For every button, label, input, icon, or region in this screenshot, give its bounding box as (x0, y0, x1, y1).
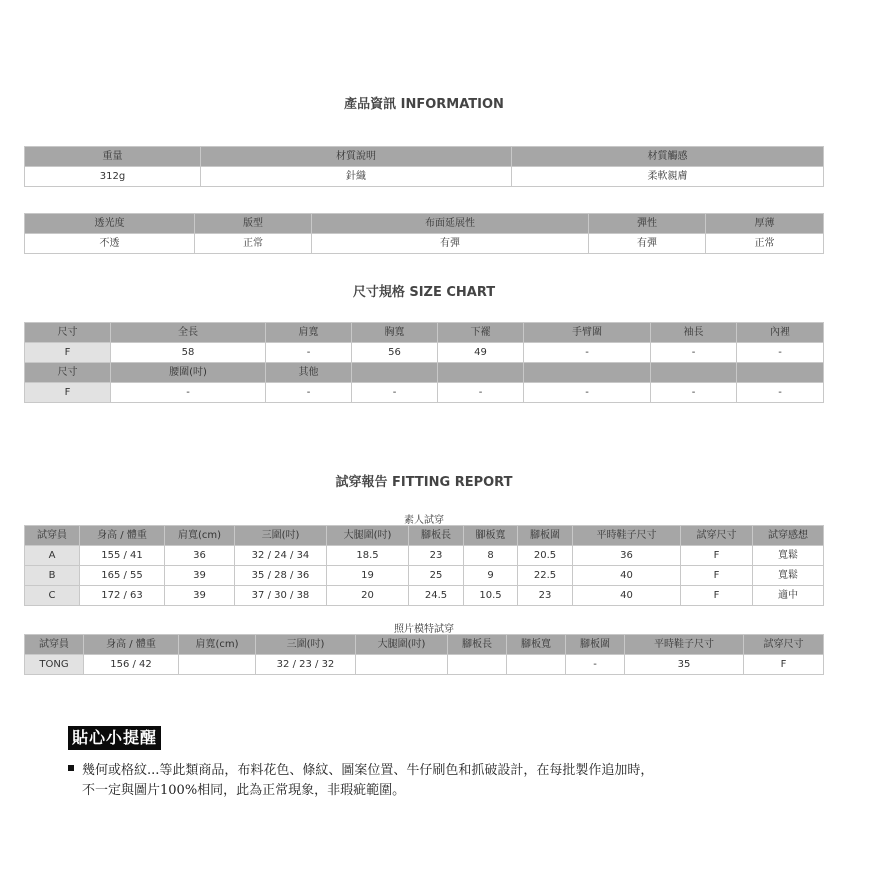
table-row (25, 586, 824, 606)
table-cell: 23 (409, 546, 464, 566)
header-cell: 腳板寬 (507, 635, 566, 655)
header-cell: 胸寬 (352, 323, 438, 343)
table-cell: 37 / 30 / 38 (235, 586, 327, 606)
table-cell: F (681, 566, 753, 586)
table-cell: 36 (165, 546, 235, 566)
table-cell: 柔軟親膚 (512, 167, 824, 187)
header-cell: 厚薄 (706, 214, 824, 234)
header-cell: 尺寸 (25, 363, 111, 383)
table-cell: 22.5 (518, 566, 573, 586)
header-cell: 手臂圍 (524, 323, 651, 343)
table-cell: 35 / 28 / 36 (235, 566, 327, 586)
header-cell: 材質說明 (201, 147, 512, 167)
table-cell: 39 (165, 566, 235, 586)
table-cell: 不透 (25, 234, 195, 254)
table-cell: F (744, 655, 824, 675)
table-cell: - (566, 655, 625, 675)
header-cell: 其他 (266, 363, 352, 383)
table-cell: - (524, 383, 651, 403)
table-row (25, 655, 824, 675)
header-cell: 平時鞋子尺寸 (573, 526, 681, 546)
table-cell: 172 / 63 (80, 586, 165, 606)
header-cell: 試穿員 (25, 635, 84, 655)
table-cell: 19 (327, 566, 409, 586)
table-cell (448, 655, 507, 675)
table-cell: 24.5 (409, 586, 464, 606)
table-cell: 35 (625, 655, 744, 675)
table-cell: 寬鬆 (753, 566, 824, 586)
table-cell: - (651, 383, 737, 403)
header-cell: 腰圍(吋) (111, 363, 266, 383)
header-cell: 腳板長 (448, 635, 507, 655)
table-cell: 寬鬆 (753, 546, 824, 566)
header-cell: 透光度 (25, 214, 195, 234)
tester-label-cell: A (25, 546, 80, 566)
table-cell: 40 (573, 566, 681, 586)
table-cell: 20.5 (518, 546, 573, 566)
header-cell: 肩寬 (266, 323, 352, 343)
fitting-report-title: 試穿報告 FITTING REPORT (335, 475, 513, 490)
tester-label-cell: TONG (25, 655, 84, 675)
model-fitting-caption: 照片模特試穿 (394, 624, 454, 635)
table-cell: 有彈 (589, 234, 706, 254)
table-cell (507, 655, 566, 675)
header-cell: 試穿尺寸 (744, 635, 824, 655)
header-cell: 腳板圍 (566, 635, 625, 655)
information-table-2 (24, 213, 824, 254)
header-cell: 平時鞋子尺寸 (625, 635, 744, 655)
information-title: 產品資訊 INFORMATION (344, 97, 504, 112)
header-cell (651, 363, 737, 383)
table-cell: 165 / 55 (80, 566, 165, 586)
header-cell (737, 363, 824, 383)
size-label-cell: F (25, 343, 111, 363)
table-cell: - (352, 383, 438, 403)
model-fitting-table (24, 634, 824, 675)
header-cell: 腳板圍 (518, 526, 573, 546)
table-header-row (25, 147, 824, 167)
table-cell: 20 (327, 586, 409, 606)
notice-tag: 貼心小提醒 (68, 726, 161, 750)
table-header-row (25, 363, 824, 383)
table-cell (179, 655, 256, 675)
table-cell: 39 (165, 586, 235, 606)
table-cell: 正常 (706, 234, 824, 254)
header-cell: 肩寬(cm) (179, 635, 256, 655)
table-cell: F (681, 546, 753, 566)
tester-label-cell: C (25, 586, 80, 606)
table-cell: - (438, 383, 524, 403)
table-cell: - (737, 383, 824, 403)
table-header-row (25, 323, 824, 343)
table-cell: - (111, 383, 266, 403)
table-row (25, 566, 824, 586)
table-cell: 56 (352, 343, 438, 363)
table-cell: - (266, 383, 352, 403)
table-cell: 312g (25, 167, 201, 187)
table-row (25, 167, 824, 187)
header-cell: 三圍(吋) (235, 526, 327, 546)
table-cell: 8 (464, 546, 518, 566)
header-cell: 試穿尺寸 (681, 526, 753, 546)
table-cell (356, 655, 448, 675)
header-cell: 下襬 (438, 323, 524, 343)
information-table-1 (24, 146, 824, 187)
header-cell: 尺寸 (25, 323, 111, 343)
table-cell: 適中 (753, 586, 824, 606)
header-cell: 袖長 (651, 323, 737, 343)
header-cell: 彈性 (589, 214, 706, 234)
table-cell: 25 (409, 566, 464, 586)
notice-line-2: 不一定與圖片100%相同，此為正常現象，非瑕疵範圍。 (82, 783, 406, 798)
table-cell: 32 / 24 / 34 (235, 546, 327, 566)
table-cell: - (651, 343, 737, 363)
table-cell: F (681, 586, 753, 606)
table-cell: 36 (573, 546, 681, 566)
header-cell: 三圍(吋) (256, 635, 356, 655)
table-header-row (25, 635, 824, 655)
size-chart-table (24, 322, 824, 403)
header-cell: 版型 (195, 214, 312, 234)
table-cell: 9 (464, 566, 518, 586)
header-cell: 試穿員 (25, 526, 80, 546)
table-cell: 18.5 (327, 546, 409, 566)
size-chart-title: 尺寸規格 SIZE CHART (352, 285, 496, 300)
table-cell: - (524, 343, 651, 363)
header-cell (524, 363, 651, 383)
table-header-row (25, 214, 824, 234)
table-row (25, 234, 824, 254)
table-cell: 32 / 23 / 32 (256, 655, 356, 675)
header-cell: 重量 (25, 147, 201, 167)
header-cell (438, 363, 524, 383)
header-cell: 內裡 (737, 323, 824, 343)
table-cell: - (737, 343, 824, 363)
table-cell: 40 (573, 586, 681, 606)
size-label-cell: F (25, 383, 111, 403)
table-cell: 有彈 (312, 234, 589, 254)
header-cell (352, 363, 438, 383)
table-row (25, 343, 824, 363)
table-cell: 針織 (201, 167, 512, 187)
table-cell: - (266, 343, 352, 363)
header-cell: 身高 / 體重 (80, 526, 165, 546)
header-cell: 肩寬(cm) (165, 526, 235, 546)
amateur-fitting-caption: 素人試穿 (404, 515, 444, 526)
notice-line-1: 幾何或格紋...等此類商品，布料花色、條紋、圖案位置、牛仔刷色和抓破設計，在每批製作追加時， (82, 763, 654, 778)
table-cell: 156 / 42 (84, 655, 179, 675)
header-cell: 腳板寬 (464, 526, 518, 546)
header-cell: 材質觸感 (512, 147, 824, 167)
table-header-row (25, 526, 824, 546)
tester-label-cell: B (25, 566, 80, 586)
header-cell: 大腿圍(吋) (327, 526, 409, 546)
table-cell: 10.5 (464, 586, 518, 606)
header-cell: 布面延展性 (312, 214, 589, 234)
header-cell: 大腿圍(吋) (356, 635, 448, 655)
table-cell: 155 / 41 (80, 546, 165, 566)
bullet-icon (68, 765, 74, 771)
table-cell: 23 (518, 586, 573, 606)
header-cell: 身高 / 體重 (84, 635, 179, 655)
amateur-fitting-table (24, 525, 824, 606)
header-cell: 腳板長 (409, 526, 464, 546)
table-row (25, 383, 824, 403)
table-cell: 58 (111, 343, 266, 363)
table-row (25, 546, 824, 566)
header-cell: 全長 (111, 323, 266, 343)
header-cell: 試穿感想 (753, 526, 824, 546)
table-cell: 49 (438, 343, 524, 363)
table-cell: 正常 (195, 234, 312, 254)
